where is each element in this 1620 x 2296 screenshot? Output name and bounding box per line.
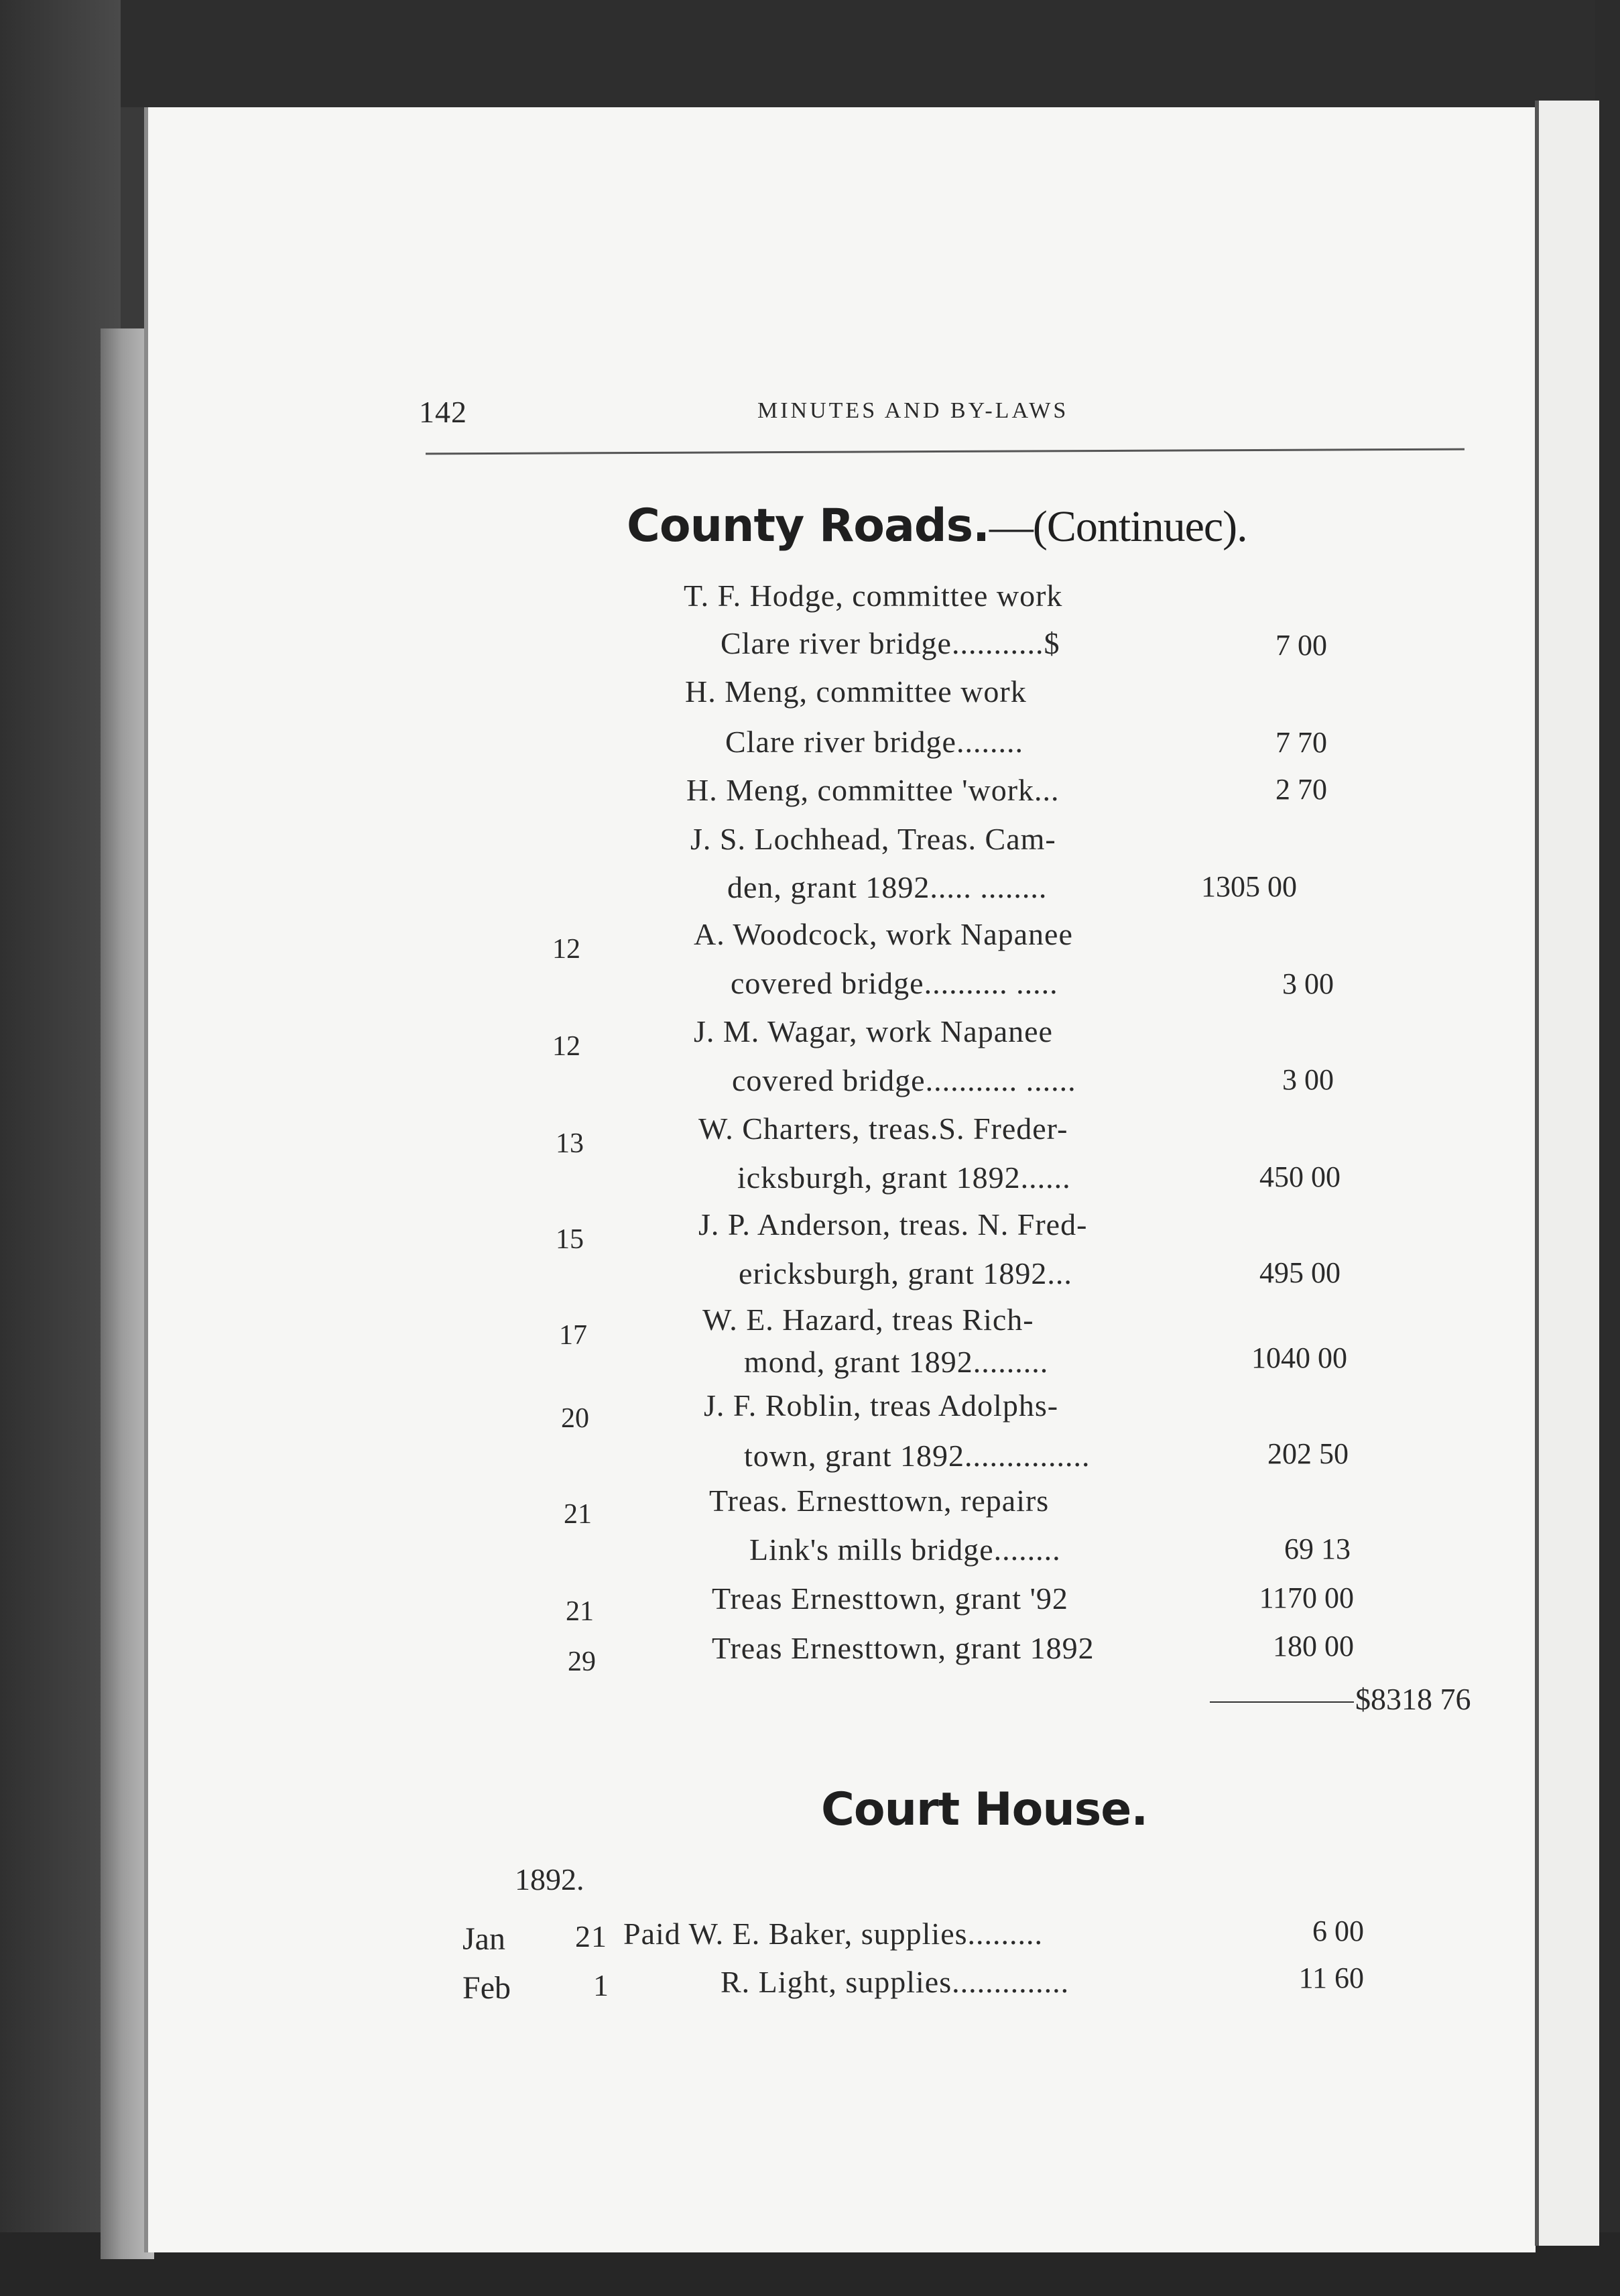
entry-date: 13: [556, 1128, 584, 1159]
entry-amount: 180 00: [1273, 1630, 1354, 1663]
entry-date: 15: [556, 1224, 584, 1255]
entry-amount: 3 00: [1282, 1063, 1334, 1096]
entry-line: Clare river bridge........: [725, 725, 1023, 759]
entry-day: 1: [593, 1968, 609, 2002]
entry-amount: 69 13: [1284, 1532, 1351, 1565]
entry-date: 20: [561, 1403, 589, 1434]
entry-date: 29: [568, 1646, 596, 1677]
entry-line: Clare river bridge...........$: [721, 626, 1060, 660]
entry-date: 12: [552, 934, 580, 965]
entry-line: ericksburgh, grant 1892...: [739, 1256, 1072, 1290]
running-head: MINUTES AND BY-LAWS: [757, 398, 1069, 423]
section-title-county-roads: [627, 499, 1247, 552]
year-label: 1892.: [515, 1862, 584, 1896]
entry-amount: 495 00: [1259, 1256, 1341, 1289]
entry-amount: 3 00: [1282, 967, 1334, 1000]
entry-amount: 6 00: [1312, 1915, 1364, 1947]
entry-line: Paid W. E. Baker, supplies.........: [623, 1917, 1044, 1951]
page-header: [419, 394, 1465, 434]
scan-background-top: [0, 0, 1620, 107]
entry-line: Link's mills bridge........: [749, 1532, 1061, 1567]
entry-line: A. Woodcock, work Napanee: [694, 917, 1073, 951]
entry-amount: 202 50: [1267, 1437, 1349, 1470]
entry-line: W. Charters, treas.S. Freder-: [698, 1111, 1068, 1146]
entry-line: town, grant 1892...............: [744, 1439, 1091, 1473]
entry-amount: 2 70: [1275, 773, 1327, 806]
entry-line: Treas. Ernesttown, repairs: [709, 1484, 1050, 1518]
section-total: $8318 76: [1355, 1682, 1471, 1716]
entry-line: J. F. Roblin, treas Adolphs-: [704, 1388, 1059, 1423]
entry-date: 17: [559, 1320, 587, 1351]
entry-date: 12: [552, 1031, 580, 1062]
page-number: 142: [419, 395, 467, 429]
section-title-court-house: Court House.: [821, 1783, 1148, 1836]
entry-line: T. F. Hodge, committee work: [684, 579, 1063, 613]
entry-line: H. Meng, committee 'work...: [686, 773, 1060, 807]
entry-month: Jan: [462, 1921, 505, 1957]
total-rule: [1210, 1701, 1354, 1703]
county-roads-title-text: County Roads.: [627, 499, 989, 552]
entry-amount: 1040 00: [1251, 1341, 1347, 1374]
entry-line: W. E. Hazard, treas Rich-: [702, 1303, 1034, 1337]
entry-line: covered bridge.......... .....: [731, 966, 1058, 1000]
entry-line: icksburgh, grant 1892......: [737, 1160, 1071, 1195]
entry-line: Treas Ernesttown, grant '92: [712, 1581, 1068, 1616]
entry-amount: 450 00: [1259, 1160, 1341, 1193]
continued-label: —(Continuec).: [989, 502, 1247, 551]
entry-amount: 1305 00: [1201, 870, 1297, 903]
entry-line: covered bridge........... ......: [732, 1063, 1076, 1097]
entry-amount: 7 70: [1275, 726, 1327, 759]
entry-line: J. P. Anderson, treas. N. Fred-: [698, 1207, 1088, 1242]
entry-month: Feb: [462, 1970, 511, 2006]
entry-amount: 11 60: [1298, 1961, 1364, 1994]
entry-line: R. Light, supplies..............: [721, 1965, 1070, 1999]
entry-line: J. S. Lochhead, Treas. Cam-: [690, 822, 1056, 856]
entry-amount: 1170 00: [1259, 1581, 1354, 1614]
entry-amount: 7 00: [1275, 629, 1327, 662]
entry-date: 21: [566, 1596, 594, 1627]
entry-day: 21: [575, 1919, 607, 1953]
adjacent-page-edge: [1535, 101, 1599, 2246]
entry-line: Treas Ernesttown, grant 1892: [712, 1631, 1095, 1665]
entry-line: H. Meng, committee work: [685, 674, 1027, 709]
entry-line: J. M. Wagar, work Napanee: [694, 1014, 1053, 1048]
entry-line: den, grant 1892..... ........: [727, 870, 1048, 904]
entry-line: mond, grant 1892.........: [744, 1345, 1049, 1379]
entry-date: 21: [564, 1499, 592, 1530]
